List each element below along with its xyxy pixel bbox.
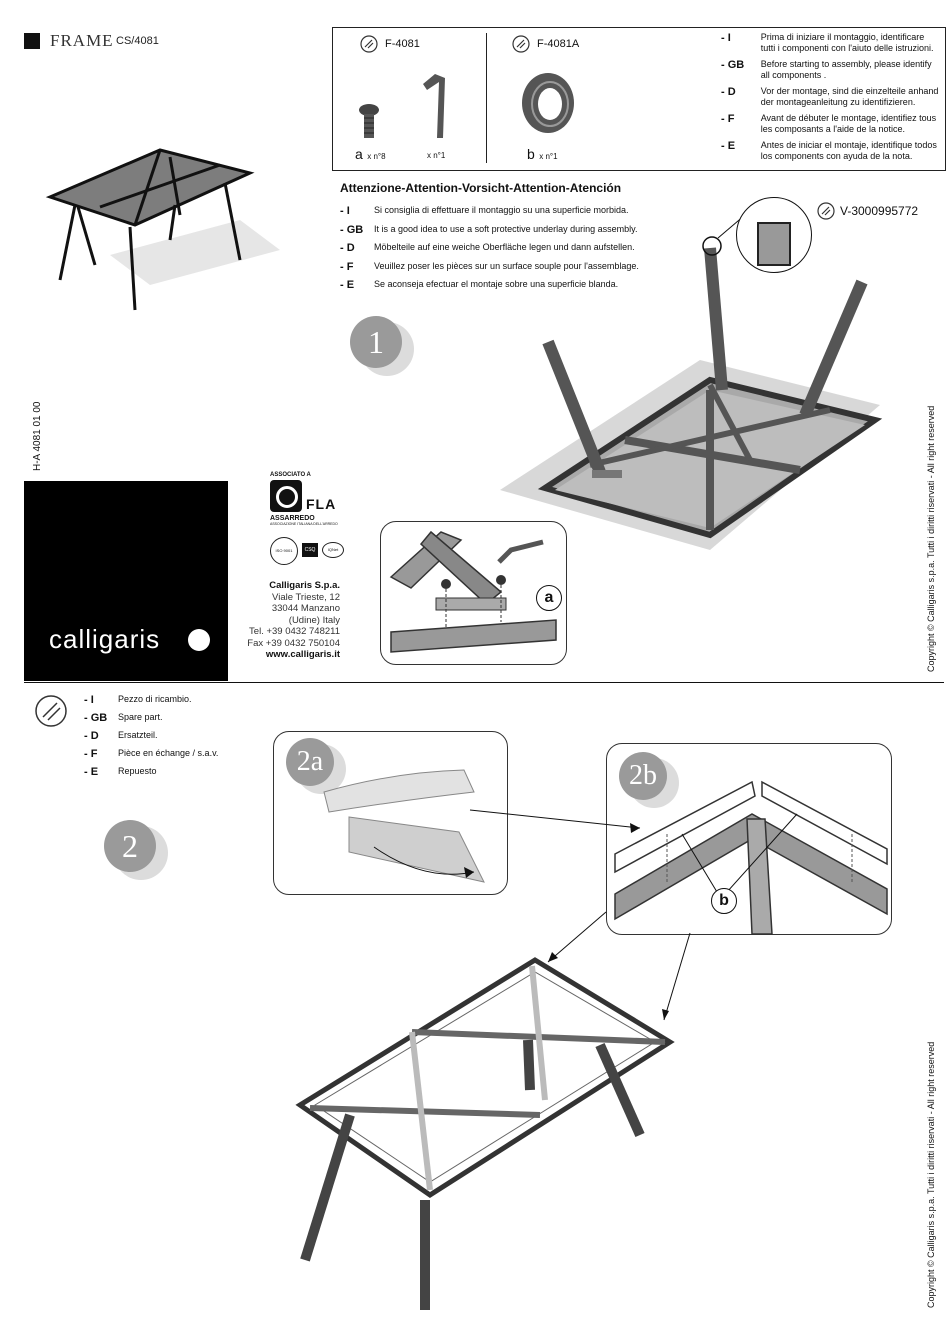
spare-part-icon-2	[511, 34, 531, 54]
address-block	[230, 580, 340, 661]
profile-detail	[757, 222, 791, 266]
spare-lang-f: - F	[84, 748, 98, 760]
spare-text-e: Repuesto	[118, 766, 157, 776]
att-text-gb: It is a good idea to use a soft protective underlay during assembly.	[374, 223, 638, 234]
allen-key-qty: x n°1	[427, 151, 446, 160]
screw-label	[355, 146, 386, 164]
step-2a-marker: 2a	[286, 738, 334, 786]
instruction-i: Prima di iniziare il montaggio, identificare tutti i componenti con l'aiuto delle istruzioni.	[760, 32, 934, 53]
tape-qty: x n°1	[539, 152, 558, 161]
spare-text-i: Pezzo di ricambio.	[118, 694, 192, 704]
lang-d: - D	[721, 86, 736, 98]
instruction-f: Avant de débuter le montage, identifiez tous les composants a l'aide de la notice.	[760, 113, 937, 134]
brand-logo-icon	[188, 629, 210, 651]
tape-label	[527, 146, 558, 164]
address-web: www.calligaris.it	[265, 649, 340, 660]
tape-apply-illustration	[607, 744, 891, 934]
spare-lang-d: - D	[84, 730, 99, 742]
part-reference: V-3000995772	[840, 204, 919, 218]
spare-lang-e: - E	[84, 766, 99, 778]
fla-sub: ASSARREDO	[270, 515, 315, 522]
components-box	[332, 27, 946, 171]
att-text-e: Se aconseja efectuar el montaje sobre una superficie blanda.	[374, 279, 619, 289]
step-2-marker: 2	[104, 820, 156, 872]
spare-part-icon-large	[34, 694, 68, 728]
fla-logo-ring	[276, 486, 298, 508]
att-text-f: Veuillez poser les pièces sur un surface souple pour l'assemblage.	[374, 260, 639, 271]
doc-code: H-A 4081 01 00	[32, 401, 43, 471]
spare-lang-gb: - GB	[84, 712, 108, 724]
component-code-left: F-4081	[385, 38, 420, 50]
tape-peel-illustration	[274, 732, 507, 894]
fla-name: FLA	[306, 496, 337, 512]
fla-logo	[270, 480, 340, 512]
cert-csq: CSQ	[302, 543, 318, 557]
step-1-marker: 1	[350, 316, 402, 368]
spare-list	[84, 694, 218, 784]
step-2b-marker: 2b	[619, 752, 667, 800]
att-lang-gb: - GB	[340, 223, 364, 236]
att-lang-e: - E	[340, 279, 355, 291]
lang-i: - I	[721, 32, 731, 44]
att-lang-f: - F	[340, 260, 354, 273]
instruction-d: Vor der montage, sind die einzelteile anhand der montageanleitung zu identifizieren.	[760, 86, 939, 107]
identify-instructions	[721, 32, 939, 167]
cert-iso: ISO 9001	[270, 537, 298, 565]
spare-text-f: Pièce en échange / s.a.v.	[118, 748, 219, 758]
copyright-top: Copyright © Calligaris s.p.a. Tutti i diritti riservati - All right reserved	[926, 405, 936, 672]
lang-gb: - GB	[721, 59, 745, 71]
table-preview-illustration	[40, 145, 280, 315]
frame-title: FRAME	[50, 31, 114, 50]
screw-letter: a	[355, 146, 363, 162]
att-lang-d: - D	[340, 242, 355, 254]
tape-roll-icon	[519, 70, 577, 136]
att-text-d: Möbelteile auf eine weiche Oberfläche legen und dann aufstellen.	[374, 242, 635, 252]
tape-letter: b	[527, 146, 535, 162]
spare-text-d: Ersatzteil.	[118, 730, 158, 740]
screw-qty: x n°8	[367, 152, 386, 161]
callout-a: a	[536, 585, 562, 611]
component-code-right: F-4081A	[537, 38, 580, 50]
cert-badges	[270, 537, 344, 565]
address-city: 33044 Manzano	[271, 603, 340, 614]
step-1-illustration	[500, 190, 930, 560]
header-square	[24, 33, 40, 49]
fla-sub2: ASSOCIAZIONE ITALIANA DELL'ARREDO	[270, 522, 338, 526]
product-code: CS/4081	[116, 35, 159, 47]
lang-e: - E	[721, 140, 736, 152]
fla-associato: ASSOCIATO A	[270, 472, 311, 478]
attention-title: Attenzione-Attention-Vorsicht-Attention-Atención	[340, 181, 622, 195]
cert-iqnet: IQNet	[322, 542, 344, 558]
address-company: Calligaris S.p.a.	[269, 580, 340, 591]
address-tel: Tel. +39 0432 748211	[249, 626, 340, 637]
att-lang-i: - I	[340, 205, 350, 217]
instruction-e: Antes de iniciar el montaje, identifique todos los components con ayuda de la nota.	[760, 140, 937, 161]
address-fax: Fax +39 0432 750104	[247, 637, 340, 649]
section-separator	[24, 682, 944, 683]
lang-f: - F	[721, 113, 735, 125]
screw-icon	[358, 102, 380, 142]
address-region: (Udine) Italy	[288, 614, 340, 626]
att-text-i: Si consiglia di effettuare il montaggio su una superficie morbida.	[374, 205, 629, 215]
copyright-bottom: Copyright © Calligaris s.p.a. Tutti i diritti riservati - All right reserved	[926, 1041, 936, 1308]
components-divider	[486, 33, 487, 163]
instruction-gb: Before starting to assembly, please identify all components .	[760, 59, 932, 80]
brand-block	[24, 481, 228, 681]
step-1-detail-panel	[380, 521, 567, 665]
profile-detail-circle	[736, 197, 812, 273]
address-street: Viale Trieste, 12	[272, 591, 340, 603]
allen-key-icon	[417, 68, 453, 146]
step-2a-panel	[273, 731, 508, 895]
spare-part-icon	[359, 34, 379, 54]
spare-text-gb: Spare part.	[118, 712, 163, 722]
step-2b-panel	[606, 743, 892, 935]
callout-b: b	[711, 888, 737, 914]
step-2-illustration	[280, 950, 700, 1320]
brand-name: calligaris	[49, 624, 161, 654]
spare-lang-i: - I	[84, 694, 94, 706]
